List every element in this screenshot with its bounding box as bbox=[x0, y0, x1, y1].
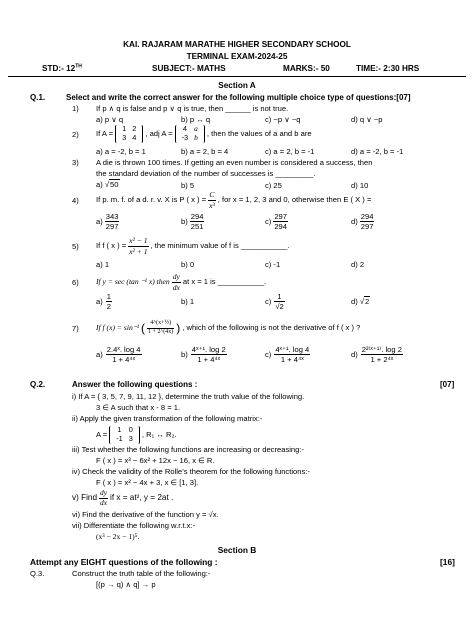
q1-1-option-a: a) p ∨ q bbox=[96, 115, 124, 124]
exam-title: TERMINAL EXAM-2024-25 bbox=[186, 52, 288, 61]
q1-3-option-a: a) √50 bbox=[96, 180, 119, 189]
q3-expression: [(p → q) ∧ q] → p bbox=[96, 580, 156, 589]
section-b-title: Section B bbox=[217, 545, 257, 555]
q2-marks: [07] bbox=[440, 380, 455, 389]
q1-4-text: If p. m. f. of a d. r. v. X is P ( x ) = $\frac{C}{\text{x³}}$ , for x = 1, 2, 3 and 0, otherwise then E ( X ) = bbox=[96, 190, 372, 210]
q1-7-text: If f (x) = sin⁻¹ ( $\frac{\text{4\textasciicircum{}(x+½)}}{1 + 2\^{}(4x)}$ ) , which of the following is not the derivative of f ( x ) ? bbox=[96, 320, 361, 335]
q1-5-option-d: d) 2 bbox=[351, 260, 365, 269]
q1-3-text-2: the standard deviation of the number of successes is _________. bbox=[96, 169, 316, 178]
q3-text: Construct the truth table of the following:- bbox=[72, 569, 211, 578]
q2-vii-text: vii) Differentiate the following w.r.t.x:- bbox=[72, 521, 196, 530]
q2-i-text: i) If A = { 3, 5, 7, 9, 11, 12 }, determine the truth value of the following. bbox=[72, 392, 305, 401]
q1-3-option-b: b) 5 bbox=[181, 181, 195, 190]
q1-3-option-d: d) 10 bbox=[351, 181, 369, 190]
q1-1-text: If p ∧ q is false and p ∨ q is true, then ______ is not true. bbox=[96, 104, 289, 113]
q1-7-option-c: c) $\frac{\text{4ˣ⁺¹. log 4}}{\text{1 + 4⁴ˣ}}$ bbox=[265, 345, 310, 365]
section-b-instruction: Attempt any EIGHT questions of the following : bbox=[30, 557, 218, 567]
q1-3-option-c: c) 25 bbox=[265, 181, 282, 190]
section-b-marks: [16] bbox=[440, 557, 455, 567]
q1-4-number: 4) bbox=[72, 196, 79, 205]
q1-4-option-c: c) $\frac{297}{294}$ bbox=[265, 212, 287, 232]
q1-5-option-c: c) -1 bbox=[265, 260, 281, 269]
q1-7-option-a: a) $\frac{\text{2.4ˣ. log 4}}{\text{1 + 4⁴ˣ}}$ bbox=[96, 345, 141, 365]
q1-7-number: 7) bbox=[72, 324, 79, 333]
std-label: STD:- 12TH bbox=[42, 63, 82, 73]
q2-ii-text: ii) Apply the given transformation of the following matrix:- bbox=[72, 414, 263, 423]
q2-iv-function: F ( x ) = x² − 4x + 3, x ∈ [1, 3]. bbox=[96, 478, 199, 487]
q1-1-option-b: b) p ↔ q bbox=[181, 115, 211, 124]
q1-5-number: 5) bbox=[72, 242, 79, 251]
q1-4-option-b: b) $\frac{294}{251}$ bbox=[181, 212, 204, 232]
q2-number: Q.2. bbox=[30, 380, 46, 389]
q1-7-option-b: b) $\frac{\text{4ˣ⁺¹. log 2}}{\text{1 + 4⁴ˣ}}$ bbox=[181, 345, 226, 365]
q1-number: Q.1. bbox=[30, 93, 46, 102]
q1-7-option-d: d) $\frac{\text{2²⁽ˣ⁺¹⁾. log 2}}{\text{1 + 2⁴ˣ}}$ bbox=[351, 345, 402, 365]
q2-text: Answer the following questions : bbox=[72, 380, 198, 389]
q1-text: Select and write the correct answer for the following multiple choice type of questions:[07] bbox=[66, 93, 411, 102]
time-label: TIME:- 2:30 HRS bbox=[356, 64, 420, 73]
matrix-adj-a: 4 a -3 b bbox=[175, 125, 205, 143]
q1-6-option-d: d) √2 bbox=[351, 297, 370, 306]
matrix-q2: 1 0 -1 3 bbox=[109, 426, 140, 444]
q2-ii-matrix-line: A = 1 0 -1 3 , R₁ ↔ R₂. bbox=[96, 425, 177, 443]
section-a-title: Section A bbox=[218, 81, 256, 90]
q1-5-text: If f ( x ) = $\frac{\text{x² − 1}}{\text{x² + 1}}$ , the minimum value of f is ___________. bbox=[96, 236, 290, 256]
q2-iii-function: F ( x ) = x³ − 6x² + 12x − 16, x ∈ R. bbox=[96, 456, 215, 465]
q1-6-option-a: a) $\frac{1}{2}$ bbox=[96, 292, 111, 312]
q2-iv-text: iv) Check the validity of the Rolle’s theorem for the following functions:- bbox=[72, 467, 310, 476]
q1-2-option-b: b) a = 2, b = 4 bbox=[181, 147, 229, 156]
q1-2-option-d: d) a = -2, b = -1 bbox=[351, 147, 404, 156]
q1-6-option-b: b) 1 bbox=[181, 297, 195, 306]
q2-v-text: v) Find $\frac{dy}{dx}$ if x = at², y = 2at . bbox=[72, 487, 174, 507]
q1-5-option-a: a) 1 bbox=[96, 260, 110, 269]
q1-3-number: 3) bbox=[72, 158, 79, 167]
matrix-a: 1 2 3 4 bbox=[115, 125, 143, 143]
q2-iii-text: iii) Test whether the following functions are increasing or decreasing:- bbox=[72, 445, 305, 454]
q1-6-text: If y = sec (tan ⁻¹ x) then $\frac{dy}{dx}$ at x = 1 is ___________. bbox=[96, 272, 267, 292]
q1-1-number: 1) bbox=[72, 104, 79, 113]
header-divider bbox=[8, 76, 466, 77]
q1-2-number: 2) bbox=[72, 130, 79, 139]
q2-vii-expression: (x³ − 2x − 1)⁵. bbox=[96, 532, 140, 541]
q1-4-option-d: d) $\frac{294}{297}$ bbox=[351, 212, 374, 232]
q2-i-statement: 3 ∈ A such that x - 8 = 1. bbox=[96, 403, 181, 412]
q1-2-option-c: c) a = 2, b = -1 bbox=[265, 147, 315, 156]
q1-1-option-d: d) q ∨ ~p bbox=[351, 115, 383, 124]
q1-3-text: A die is thrown 100 times. If getting an even number is considered a success, then bbox=[96, 158, 373, 167]
q1-2-option-a: a) a = -2, b = 1 bbox=[96, 147, 146, 156]
q3-number: Q.3. bbox=[30, 569, 45, 578]
q1-2-text: If A = 1 2 3 4 , adj A = 4 a -3 b , then the values of a and b are bbox=[96, 124, 312, 142]
q1-6-number: 6) bbox=[72, 278, 79, 287]
subject-label: SUBJECT:- MATHS bbox=[152, 64, 226, 73]
marks-label: MARKS:- 50 bbox=[283, 64, 330, 73]
q1-1-option-c: c) ~p ∨ ~q bbox=[265, 115, 301, 124]
school-name: KAI. RAJARAM MARATHE HIGHER SECONDARY SCHOOL bbox=[123, 40, 351, 49]
q1-5-option-b: b) 0 bbox=[181, 260, 195, 269]
q2-vi-text: vi) Find the derivative of the function y = √x. bbox=[72, 510, 219, 519]
q1-4-option-a: a) $\frac{343}{297}$ bbox=[96, 212, 119, 232]
q1-6-option-c: c) $\frac{1}{√2}$ bbox=[265, 292, 284, 312]
